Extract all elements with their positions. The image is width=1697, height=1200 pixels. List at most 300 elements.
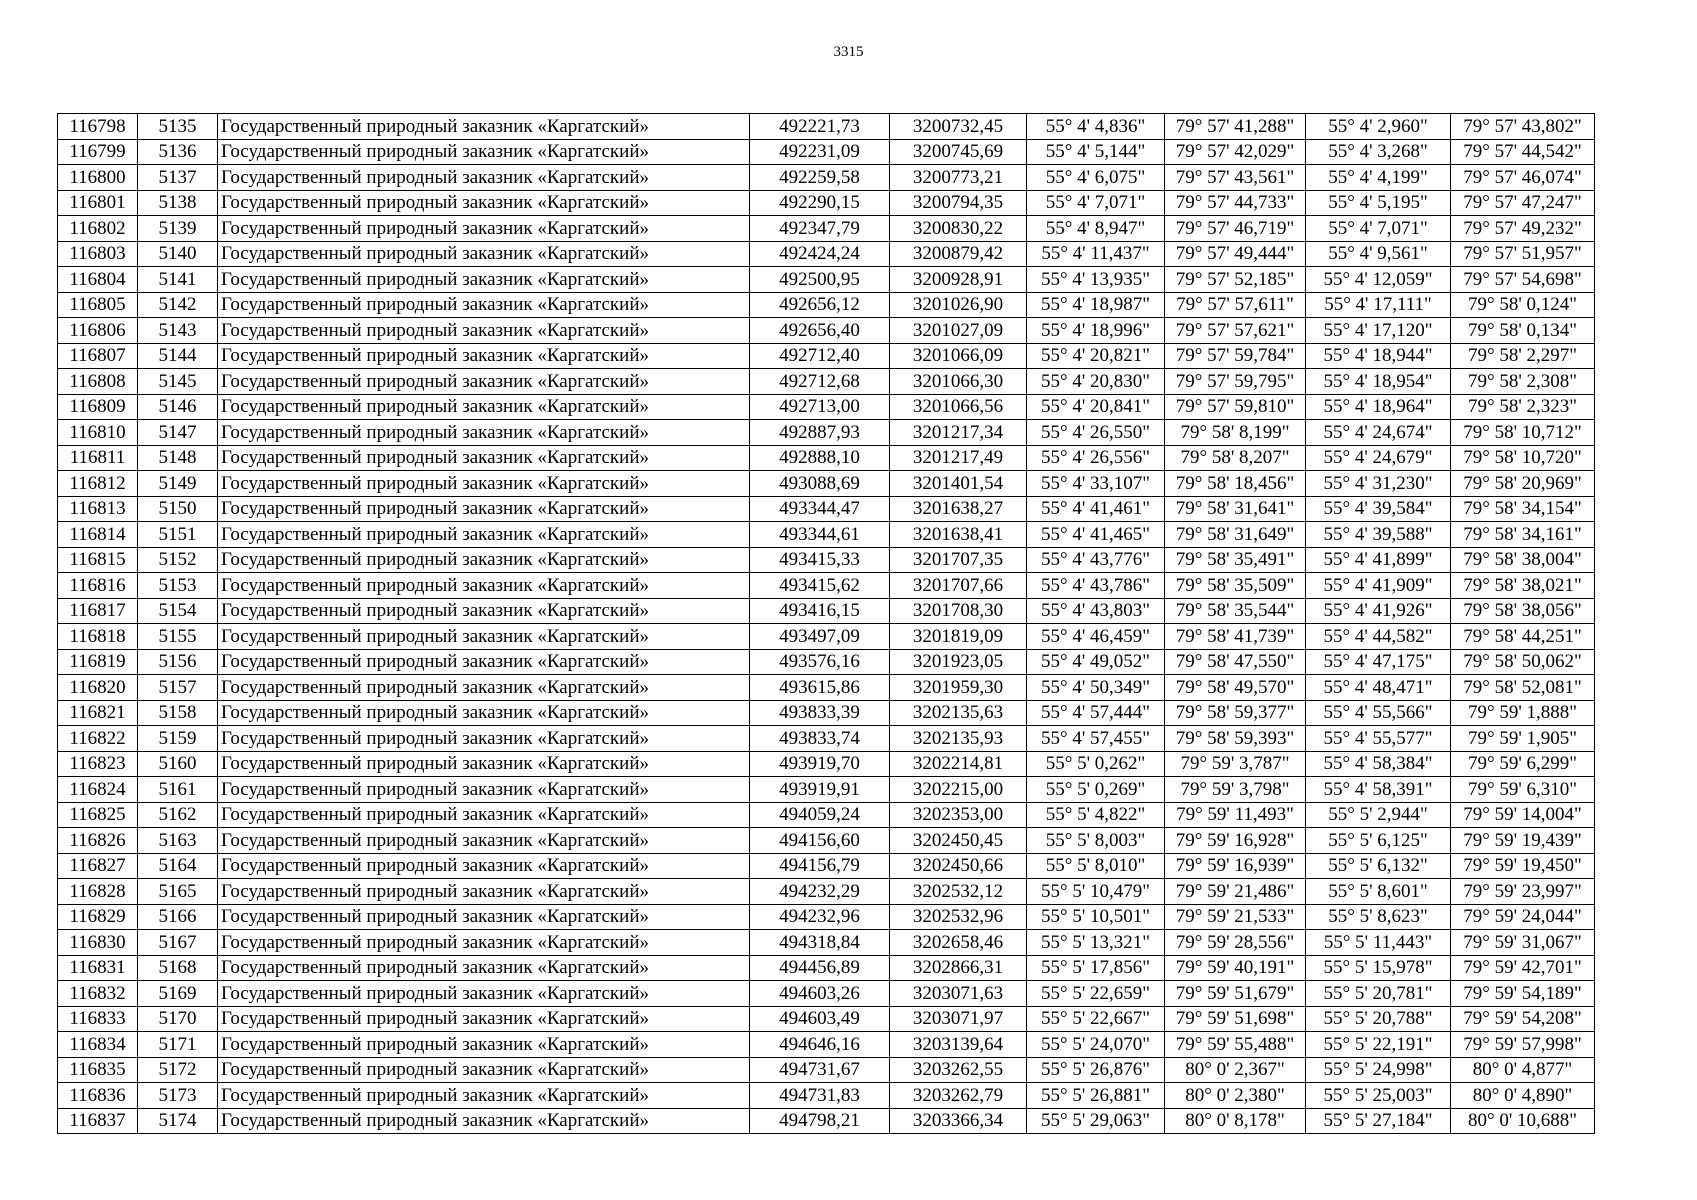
cell-record-id: 116825 <box>58 802 138 828</box>
cell-longitude-1: 79° 57' 59,810" <box>1165 394 1306 420</box>
cell-latitude-2: 55° 5' 27,184" <box>1306 1108 1451 1134</box>
cell-coord-x: 493416,15 <box>750 598 890 624</box>
table-row <box>58 879 1595 905</box>
cell-longitude-2: 79° 58' 38,056" <box>1451 598 1595 624</box>
cell-point-number: 5147 <box>138 420 218 446</box>
cell-point-number: 5158 <box>138 700 218 726</box>
cell-coord-x: 493415,33 <box>750 547 890 573</box>
cell-coord-y: 3202135,63 <box>890 700 1027 726</box>
cell-point-number: 5173 <box>138 1083 218 1109</box>
cell-coord-x: 494156,60 <box>750 828 890 854</box>
cell-longitude-1: 79° 57' 44,733" <box>1165 190 1306 216</box>
cell-longitude-2: 79° 57' 54,698" <box>1451 267 1595 293</box>
table-row <box>58 1108 1595 1134</box>
cell-latitude-1: 55° 4' 18,996" <box>1027 318 1165 344</box>
cell-point-number: 5151 <box>138 522 218 548</box>
cell-latitude-1: 55° 5' 24,070" <box>1027 1032 1165 1058</box>
cell-object-name: Государственный природный заказник «Каргатский» <box>218 675 750 701</box>
cell-longitude-2: 79° 59' 19,450" <box>1451 853 1595 879</box>
cell-record-id: 116810 <box>58 420 138 446</box>
cell-coord-y: 3200794,35 <box>890 190 1027 216</box>
cell-coord-y: 3202135,93 <box>890 726 1027 752</box>
cell-object-name: Государственный природный заказник «Каргатский» <box>218 267 750 293</box>
cell-record-id: 116836 <box>58 1083 138 1109</box>
cell-coord-y: 3201638,27 <box>890 496 1027 522</box>
cell-point-number: 5168 <box>138 955 218 981</box>
cell-latitude-2: 55° 5' 11,443" <box>1306 930 1451 956</box>
cell-latitude-1: 55° 4' 41,465" <box>1027 522 1165 548</box>
cell-latitude-2: 55° 4' 44,582" <box>1306 624 1451 650</box>
cell-record-id: 116819 <box>58 649 138 675</box>
table-row <box>58 904 1595 930</box>
cell-point-number: 5139 <box>138 216 218 242</box>
table-row <box>58 369 1595 395</box>
cell-longitude-1: 79° 59' 21,533" <box>1165 904 1306 930</box>
cell-record-id: 116803 <box>58 241 138 267</box>
cell-record-id: 116815 <box>58 547 138 573</box>
cell-coord-y: 3200830,22 <box>890 216 1027 242</box>
cell-longitude-2: 79° 59' 57,998" <box>1451 1032 1595 1058</box>
cell-coord-y: 3202532,12 <box>890 879 1027 905</box>
cell-coord-y: 3200879,42 <box>890 241 1027 267</box>
cell-longitude-2: 79° 59' 1,905" <box>1451 726 1595 752</box>
cell-coord-y: 3202450,66 <box>890 853 1027 879</box>
cell-latitude-1: 55° 5' 26,881" <box>1027 1083 1165 1109</box>
cell-longitude-1: 80° 0' 8,178" <box>1165 1108 1306 1134</box>
cell-coord-y: 3201707,35 <box>890 547 1027 573</box>
cell-coord-x: 492424,24 <box>750 241 890 267</box>
table-row <box>58 114 1595 140</box>
cell-coord-x: 493415,62 <box>750 573 890 599</box>
cell-coord-x: 492259,58 <box>750 165 890 191</box>
cell-longitude-1: 79° 58' 49,570" <box>1165 675 1306 701</box>
cell-latitude-1: 55° 4' 4,836" <box>1027 114 1165 140</box>
cell-longitude-2: 79° 59' 6,310" <box>1451 777 1595 803</box>
cell-coord-y: 3201027,09 <box>890 318 1027 344</box>
cell-record-id: 116824 <box>58 777 138 803</box>
table-row <box>58 267 1595 293</box>
cell-latitude-2: 55° 4' 48,471" <box>1306 675 1451 701</box>
cell-object-name: Государственный природный заказник «Каргатский» <box>218 802 750 828</box>
cell-longitude-2: 79° 59' 42,701" <box>1451 955 1595 981</box>
cell-latitude-2: 55° 5' 8,601" <box>1306 879 1451 905</box>
cell-longitude-2: 79° 59' 54,189" <box>1451 981 1595 1007</box>
cell-object-name: Государственный природный заказник «Каргатский» <box>218 241 750 267</box>
cell-coord-x: 492887,93 <box>750 420 890 446</box>
table-row <box>58 930 1595 956</box>
cell-latitude-1: 55° 5' 22,667" <box>1027 1006 1165 1032</box>
cell-coord-x: 492500,95 <box>750 267 890 293</box>
cell-latitude-2: 55° 4' 39,588" <box>1306 522 1451 548</box>
cell-latitude-2: 55° 4' 17,120" <box>1306 318 1451 344</box>
cell-latitude-2: 55° 4' 41,909" <box>1306 573 1451 599</box>
cell-object-name: Государственный природный заказник «Каргатский» <box>218 547 750 573</box>
cell-longitude-2: 79° 57' 47,247" <box>1451 190 1595 216</box>
cell-record-id: 116800 <box>58 165 138 191</box>
cell-coord-y: 3201026,90 <box>890 292 1027 318</box>
cell-point-number: 5156 <box>138 649 218 675</box>
cell-record-id: 116826 <box>58 828 138 854</box>
cell-latitude-1: 55° 5' 10,479" <box>1027 879 1165 905</box>
cell-latitude-2: 55° 5' 15,978" <box>1306 955 1451 981</box>
cell-coord-x: 492656,12 <box>750 292 890 318</box>
cell-object-name: Государственный природный заказник «Каргатский» <box>218 139 750 165</box>
cell-coord-y: 3202450,45 <box>890 828 1027 854</box>
cell-longitude-2: 79° 57' 46,074" <box>1451 165 1595 191</box>
cell-latitude-2: 55° 4' 24,679" <box>1306 445 1451 471</box>
cell-record-id: 116835 <box>58 1057 138 1083</box>
cell-latitude-2: 55° 4' 3,268" <box>1306 139 1451 165</box>
cell-longitude-1: 79° 58' 41,739" <box>1165 624 1306 650</box>
table-row <box>58 139 1595 165</box>
cell-object-name: Государственный природный заказник «Каргатский» <box>218 165 750 191</box>
cell-coord-y: 3201707,66 <box>890 573 1027 599</box>
cell-latitude-1: 55° 4' 7,071" <box>1027 190 1165 216</box>
table-row <box>58 1032 1595 1058</box>
cell-object-name: Государственный природный заказник «Каргатский» <box>218 292 750 318</box>
table-row <box>58 1057 1595 1083</box>
cell-latitude-1: 55° 4' 33,107" <box>1027 471 1165 497</box>
cell-longitude-2: 79° 58' 2,308" <box>1451 369 1595 395</box>
cell-point-number: 5148 <box>138 445 218 471</box>
cell-record-id: 116812 <box>58 471 138 497</box>
cell-coord-x: 493497,09 <box>750 624 890 650</box>
cell-longitude-2: 79° 58' 50,062" <box>1451 649 1595 675</box>
cell-coord-y: 3201819,09 <box>890 624 1027 650</box>
cell-latitude-2: 55° 5' 2,944" <box>1306 802 1451 828</box>
cell-latitude-2: 55° 4' 5,195" <box>1306 190 1451 216</box>
cell-latitude-2: 55° 4' 31,230" <box>1306 471 1451 497</box>
cell-latitude-1: 55° 4' 20,841" <box>1027 394 1165 420</box>
cell-latitude-2: 55° 4' 58,384" <box>1306 751 1451 777</box>
cell-longitude-2: 79° 58' 2,297" <box>1451 343 1595 369</box>
table-row <box>58 522 1595 548</box>
cell-coord-x: 494232,29 <box>750 879 890 905</box>
cell-point-number: 5135 <box>138 114 218 140</box>
cell-point-number: 5143 <box>138 318 218 344</box>
cell-longitude-1: 79° 57' 52,185" <box>1165 267 1306 293</box>
cell-latitude-1: 55° 5' 4,822" <box>1027 802 1165 828</box>
cell-coord-y: 3202215,00 <box>890 777 1027 803</box>
cell-latitude-1: 55° 5' 0,262" <box>1027 751 1165 777</box>
cell-longitude-1: 79° 59' 28,556" <box>1165 930 1306 956</box>
cell-latitude-2: 55° 4' 7,071" <box>1306 216 1451 242</box>
cell-longitude-2: 79° 57' 43,802" <box>1451 114 1595 140</box>
cell-longitude-1: 79° 57' 49,444" <box>1165 241 1306 267</box>
cell-coord-x: 492712,68 <box>750 369 890 395</box>
cell-coord-y: 3201066,30 <box>890 369 1027 395</box>
cell-latitude-2: 55° 4' 12,059" <box>1306 267 1451 293</box>
cell-longitude-2: 79° 58' 44,251" <box>1451 624 1595 650</box>
cell-coord-y: 3203366,34 <box>890 1108 1027 1134</box>
cell-object-name: Государственный природный заказник «Каргатский» <box>218 853 750 879</box>
cell-object-name: Государственный природный заказник «Каргатский» <box>218 190 750 216</box>
cell-latitude-1: 55° 4' 13,935" <box>1027 267 1165 293</box>
table-row <box>58 445 1595 471</box>
cell-point-number: 5167 <box>138 930 218 956</box>
cell-record-id: 116829 <box>58 904 138 930</box>
cell-coord-x: 493919,91 <box>750 777 890 803</box>
cell-longitude-1: 79° 58' 31,641" <box>1165 496 1306 522</box>
cell-coord-y: 3202353,00 <box>890 802 1027 828</box>
cell-object-name: Государственный природный заказник «Каргатский» <box>218 981 750 1007</box>
cell-longitude-1: 79° 58' 8,207" <box>1165 445 1306 471</box>
cell-coord-x: 493344,47 <box>750 496 890 522</box>
cell-longitude-2: 80° 0' 10,688" <box>1451 1108 1595 1134</box>
cell-longitude-1: 79° 59' 3,798" <box>1165 777 1306 803</box>
table-row <box>58 624 1595 650</box>
cell-coord-y: 3200773,21 <box>890 165 1027 191</box>
cell-latitude-1: 55° 4' 6,075" <box>1027 165 1165 191</box>
cell-longitude-1: 79° 57' 59,795" <box>1165 369 1306 395</box>
cell-coord-x: 493576,16 <box>750 649 890 675</box>
cell-coord-y: 3201708,30 <box>890 598 1027 624</box>
table-row <box>58 955 1595 981</box>
cell-coord-x: 492888,10 <box>750 445 890 471</box>
cell-record-id: 116837 <box>58 1108 138 1134</box>
cell-latitude-2: 55° 4' 39,584" <box>1306 496 1451 522</box>
cell-latitude-2: 55° 4' 58,391" <box>1306 777 1451 803</box>
cell-longitude-2: 80° 0' 4,877" <box>1451 1057 1595 1083</box>
cell-latitude-1: 55° 4' 26,550" <box>1027 420 1165 446</box>
cell-record-id: 116820 <box>58 675 138 701</box>
cell-record-id: 116830 <box>58 930 138 956</box>
table-row <box>58 828 1595 854</box>
cell-coord-x: 492231,09 <box>750 139 890 165</box>
cell-longitude-2: 79° 58' 34,154" <box>1451 496 1595 522</box>
cell-latitude-1: 55° 5' 17,856" <box>1027 955 1165 981</box>
cell-record-id: 116814 <box>58 522 138 548</box>
cell-longitude-1: 79° 57' 57,621" <box>1165 318 1306 344</box>
cell-latitude-1: 55° 4' 43,776" <box>1027 547 1165 573</box>
cell-latitude-2: 55° 4' 17,111" <box>1306 292 1451 318</box>
cell-longitude-1: 79° 58' 8,199" <box>1165 420 1306 446</box>
table-row <box>58 471 1595 497</box>
cell-latitude-2: 55° 4' 9,561" <box>1306 241 1451 267</box>
cell-coord-x: 492713,00 <box>750 394 890 420</box>
cell-longitude-1: 79° 57' 43,561" <box>1165 165 1306 191</box>
cell-coord-x: 494603,26 <box>750 981 890 1007</box>
cell-latitude-2: 55° 4' 4,199" <box>1306 165 1451 191</box>
table-row <box>58 216 1595 242</box>
cell-point-number: 5169 <box>138 981 218 1007</box>
cell-object-name: Государственный природный заказник «Каргатский» <box>218 420 750 446</box>
cell-object-name: Государственный природный заказник «Каргатский» <box>218 369 750 395</box>
cell-record-id: 116808 <box>58 369 138 395</box>
cell-longitude-2: 80° 0' 4,890" <box>1451 1083 1595 1109</box>
cell-latitude-1: 55° 4' 43,803" <box>1027 598 1165 624</box>
cell-longitude-2: 79° 58' 38,004" <box>1451 547 1595 573</box>
table-row <box>58 802 1595 828</box>
cell-coord-y: 3201923,05 <box>890 649 1027 675</box>
cell-longitude-1: 79° 59' 16,928" <box>1165 828 1306 854</box>
cell-point-number: 5165 <box>138 879 218 905</box>
cell-record-id: 116822 <box>58 726 138 752</box>
cell-longitude-2: 79° 58' 38,021" <box>1451 573 1595 599</box>
cell-coord-y: 3201638,41 <box>890 522 1027 548</box>
cell-object-name: Государственный природный заказник «Каргатский» <box>218 598 750 624</box>
cell-latitude-1: 55° 5' 26,876" <box>1027 1057 1165 1083</box>
cell-point-number: 5164 <box>138 853 218 879</box>
cell-latitude-1: 55° 4' 43,786" <box>1027 573 1165 599</box>
table-body <box>58 114 1595 1134</box>
cell-latitude-1: 55° 5' 8,003" <box>1027 828 1165 854</box>
cell-record-id: 116802 <box>58 216 138 242</box>
cell-latitude-1: 55° 4' 49,052" <box>1027 649 1165 675</box>
cell-record-id: 116813 <box>58 496 138 522</box>
cell-longitude-1: 79° 58' 31,649" <box>1165 522 1306 548</box>
cell-latitude-2: 55° 5' 6,132" <box>1306 853 1451 879</box>
cell-record-id: 116807 <box>58 343 138 369</box>
cell-longitude-2: 79° 58' 0,124" <box>1451 292 1595 318</box>
cell-longitude-2: 79° 58' 0,134" <box>1451 318 1595 344</box>
cell-object-name: Государственный природный заказник «Каргатский» <box>218 955 750 981</box>
cell-object-name: Государственный природный заказник «Каргатский» <box>218 828 750 854</box>
cell-record-id: 116818 <box>58 624 138 650</box>
cell-latitude-2: 55° 5' 25,003" <box>1306 1083 1451 1109</box>
cell-longitude-1: 79° 59' 40,191" <box>1165 955 1306 981</box>
cell-coord-x: 493615,86 <box>750 675 890 701</box>
cell-latitude-1: 55° 4' 57,444" <box>1027 700 1165 726</box>
cell-latitude-1: 55° 5' 10,501" <box>1027 904 1165 930</box>
cell-coord-x: 492290,15 <box>750 190 890 216</box>
cell-point-number: 5162 <box>138 802 218 828</box>
cell-coord-y: 3203071,97 <box>890 1006 1027 1032</box>
cell-object-name: Государственный природный заказник «Каргатский» <box>218 777 750 803</box>
cell-coord-y: 3202658,46 <box>890 930 1027 956</box>
table-row <box>58 675 1595 701</box>
page-number: 3315 <box>833 44 864 60</box>
table-row <box>58 241 1595 267</box>
cell-point-number: 5137 <box>138 165 218 191</box>
cell-coord-x: 492347,79 <box>750 216 890 242</box>
cell-object-name: Государственный природный заказник «Каргатский» <box>218 930 750 956</box>
cell-object-name: Государственный природный заказник «Каргатский» <box>218 1032 750 1058</box>
cell-point-number: 5171 <box>138 1032 218 1058</box>
cell-point-number: 5155 <box>138 624 218 650</box>
cell-longitude-2: 79° 58' 20,969" <box>1451 471 1595 497</box>
cell-latitude-2: 55° 4' 55,577" <box>1306 726 1451 752</box>
cell-longitude-1: 79° 59' 21,486" <box>1165 879 1306 905</box>
cell-coord-y: 3202214,81 <box>890 751 1027 777</box>
cell-coord-y: 3203262,55 <box>890 1057 1027 1083</box>
cell-coord-x: 494232,96 <box>750 904 890 930</box>
cell-coord-y: 3202532,96 <box>890 904 1027 930</box>
cell-longitude-2: 79° 59' 6,299" <box>1451 751 1595 777</box>
cell-record-id: 116828 <box>58 879 138 905</box>
cell-longitude-2: 79° 59' 19,439" <box>1451 828 1595 854</box>
cell-longitude-1: 79° 59' 3,787" <box>1165 751 1306 777</box>
cell-coord-y: 3202866,31 <box>890 955 1027 981</box>
cell-latitude-1: 55° 4' 57,455" <box>1027 726 1165 752</box>
cell-record-id: 116798 <box>58 114 138 140</box>
cell-latitude-2: 55° 5' 20,781" <box>1306 981 1451 1007</box>
cell-point-number: 5138 <box>138 190 218 216</box>
cell-latitude-2: 55° 4' 47,175" <box>1306 649 1451 675</box>
table-row <box>58 751 1595 777</box>
cell-longitude-1: 79° 58' 59,377" <box>1165 700 1306 726</box>
table-row <box>58 190 1595 216</box>
cell-longitude-1: 79° 57' 41,288" <box>1165 114 1306 140</box>
cell-coord-y: 3201217,49 <box>890 445 1027 471</box>
cell-record-id: 116816 <box>58 573 138 599</box>
cell-point-number: 5141 <box>138 267 218 293</box>
cell-point-number: 5142 <box>138 292 218 318</box>
coordinates-table <box>57 113 1595 1134</box>
cell-longitude-2: 79° 58' 34,161" <box>1451 522 1595 548</box>
table-row <box>58 1006 1595 1032</box>
cell-longitude-1: 79° 58' 35,491" <box>1165 547 1306 573</box>
cell-longitude-1: 79° 57' 57,611" <box>1165 292 1306 318</box>
cell-longitude-2: 79° 57' 49,232" <box>1451 216 1595 242</box>
cell-coord-y: 3201066,56 <box>890 394 1027 420</box>
cell-object-name: Государственный природный заказник «Каргатский» <box>218 394 750 420</box>
table-row <box>58 318 1595 344</box>
table-row <box>58 598 1595 624</box>
cell-latitude-1: 55° 4' 20,830" <box>1027 369 1165 395</box>
cell-coord-y: 3201401,54 <box>890 471 1027 497</box>
cell-latitude-2: 55° 5' 22,191" <box>1306 1032 1451 1058</box>
cell-record-id: 116817 <box>58 598 138 624</box>
cell-coord-x: 493344,61 <box>750 522 890 548</box>
cell-latitude-2: 55° 4' 24,674" <box>1306 420 1451 446</box>
table-row <box>58 292 1595 318</box>
cell-record-id: 116832 <box>58 981 138 1007</box>
cell-object-name: Государственный природный заказник «Каргатский» <box>218 624 750 650</box>
cell-object-name: Государственный природный заказник «Каргатский» <box>218 1006 750 1032</box>
cell-coord-x: 493919,70 <box>750 751 890 777</box>
cell-object-name: Государственный природный заказник «Каргатский» <box>218 522 750 548</box>
cell-latitude-2: 55° 5' 20,788" <box>1306 1006 1451 1032</box>
cell-point-number: 5153 <box>138 573 218 599</box>
cell-point-number: 5149 <box>138 471 218 497</box>
cell-object-name: Государственный природный заказник «Каргатский» <box>218 751 750 777</box>
cell-coord-x: 492712,40 <box>750 343 890 369</box>
cell-longitude-1: 79° 58' 59,393" <box>1165 726 1306 752</box>
cell-object-name: Государственный природный заказник «Каргатский» <box>218 1083 750 1109</box>
cell-latitude-2: 55° 4' 18,954" <box>1306 369 1451 395</box>
cell-object-name: Государственный природный заказник «Каргатский» <box>218 471 750 497</box>
cell-longitude-1: 80° 0' 2,380" <box>1165 1083 1306 1109</box>
cell-point-number: 5174 <box>138 1108 218 1134</box>
cell-longitude-1: 79° 58' 35,509" <box>1165 573 1306 599</box>
table-row <box>58 547 1595 573</box>
cell-latitude-2: 55° 5' 8,623" <box>1306 904 1451 930</box>
cell-latitude-1: 55° 4' 11,437" <box>1027 241 1165 267</box>
cell-longitude-1: 79° 59' 16,939" <box>1165 853 1306 879</box>
cell-object-name: Государственный природный заказник «Каргатский» <box>218 700 750 726</box>
cell-record-id: 116831 <box>58 955 138 981</box>
cell-coord-x: 492221,73 <box>750 114 890 140</box>
cell-longitude-1: 79° 59' 51,698" <box>1165 1006 1306 1032</box>
cell-latitude-2: 55° 5' 6,125" <box>1306 828 1451 854</box>
cell-latitude-1: 55° 4' 46,459" <box>1027 624 1165 650</box>
cell-record-id: 116823 <box>58 751 138 777</box>
cell-longitude-1: 79° 57' 59,784" <box>1165 343 1306 369</box>
cell-record-id: 116821 <box>58 700 138 726</box>
cell-latitude-1: 55° 4' 50,349" <box>1027 675 1165 701</box>
table-row <box>58 649 1595 675</box>
cell-coord-x: 493833,74 <box>750 726 890 752</box>
cell-point-number: 5136 <box>138 139 218 165</box>
cell-longitude-2: 79° 58' 52,081" <box>1451 675 1595 701</box>
cell-record-id: 116809 <box>58 394 138 420</box>
table-row <box>58 496 1595 522</box>
cell-longitude-1: 79° 57' 46,719" <box>1165 216 1306 242</box>
cell-coord-x: 493833,39 <box>750 700 890 726</box>
cell-record-id: 116827 <box>58 853 138 879</box>
table-row <box>58 853 1595 879</box>
